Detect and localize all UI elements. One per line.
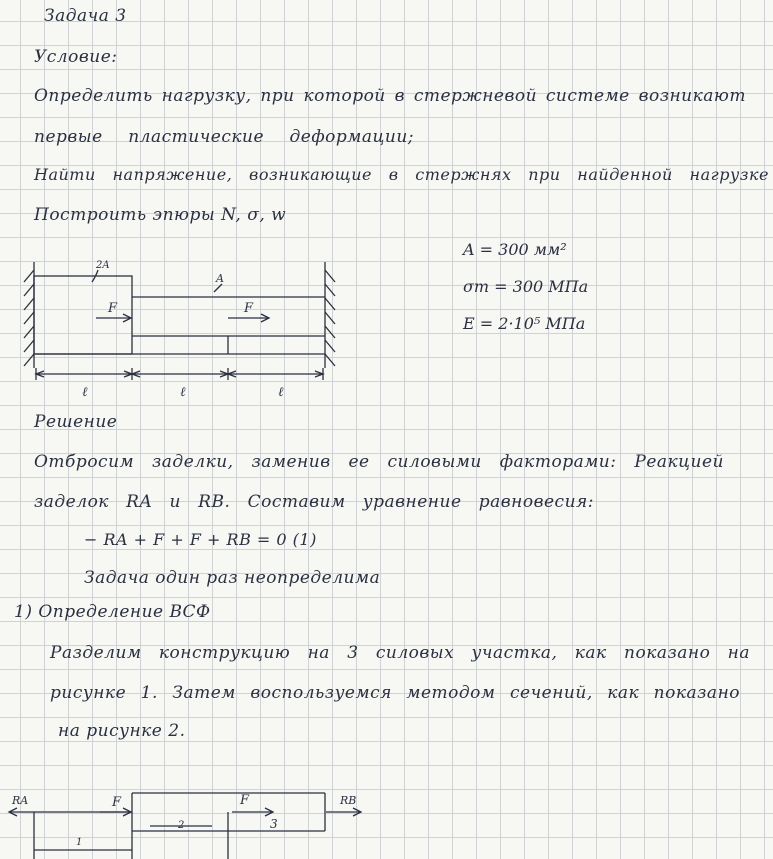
fig2-force-right-label: F (240, 793, 250, 808)
equilibrium-equation: − RA + F + F + RB = 0 (1) (84, 530, 317, 549)
label-a: A (216, 272, 224, 285)
paragraph-line-2: рисунке 1. Затем воспользуемся методом сечений, как показано (50, 683, 740, 703)
reaction-a-label: RA (12, 794, 29, 807)
step-1-heading: 1) Определение ВСФ (14, 602, 211, 622)
given-modulus: E = 2·10⁵ МПа (463, 314, 586, 333)
task-title: Задача 3 (44, 6, 127, 26)
given-yield-stress: σт = 300 МПа (463, 277, 589, 296)
reaction-b-label: RB (340, 794, 357, 807)
label-2a: 2A (96, 260, 110, 271)
fig2-force-left-label: F (112, 795, 122, 810)
solution-heading: Решение (34, 412, 118, 432)
left-wall-hatching (24, 270, 34, 366)
section-2-label: 2 (178, 820, 185, 831)
solution-line-2: заделок RA и RB. Составим уравнение равновесия: (34, 492, 594, 512)
force-left-label: F (108, 301, 118, 316)
indeterminacy-note: Задача один раз неопределима (84, 568, 381, 588)
paragraph-line-3: на рисунке 2. (58, 721, 186, 741)
solution-line-1: Отбросим заделки, заменив ее силовыми факторами: Реакцией (34, 452, 724, 472)
dim-label-3: ℓ (278, 385, 284, 400)
section-3-label: 3 (270, 817, 278, 831)
condition-line-4: Построить эпюры N, σ, w (34, 205, 287, 225)
condition-line-2: первые пластические деформации; (34, 127, 414, 147)
dim-label-1: ℓ (82, 385, 88, 400)
condition-line-3: Найти напряжение, возникающие в стержнях при найденной нагрузке (34, 165, 769, 184)
dim-label-2: ℓ (180, 385, 186, 400)
given-area: A = 300 мм² (463, 240, 567, 259)
right-wall-hatching (325, 270, 335, 366)
paragraph-line-1: Разделим конструкцию на 3 силовых участка, как показано на (50, 643, 750, 663)
section-1-label: 1 (76, 837, 83, 848)
condition-heading: Условие: (34, 47, 118, 67)
force-right-label: F (244, 301, 254, 316)
condition-line-1: Определить нагрузку, при которой в стержневой системе возникают (34, 86, 746, 106)
